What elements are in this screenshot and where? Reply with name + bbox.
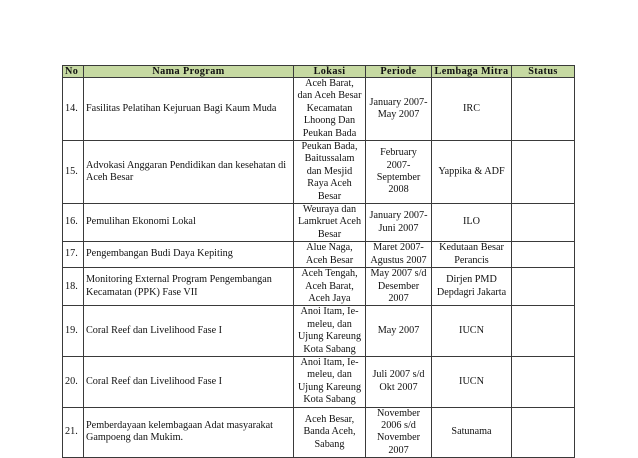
period-line: Desember [377, 280, 420, 292]
row-number-cell: 18. [63, 268, 84, 306]
partner-line: ILO [463, 216, 480, 228]
period-line: 2007 [388, 292, 409, 304]
table-row [63, 242, 575, 268]
period-cell [366, 306, 432, 357]
header-no: No [63, 66, 84, 78]
header-partner: Lembaga Mitra [432, 66, 512, 78]
table-row [63, 356, 575, 407]
location-line: Alue Naga, [306, 242, 353, 254]
period-line: 2007 [388, 444, 409, 456]
period-cell [366, 407, 432, 458]
location-line: Lhoong Dan [303, 115, 356, 127]
period-line: November [377, 407, 420, 419]
header-status: Status [512, 66, 575, 78]
period-cell [366, 356, 432, 407]
period-line: Juli 2007 s/d [372, 369, 425, 381]
location-line: Anoi Itam, Ie- [300, 306, 359, 318]
period-line: May 2007 [377, 324, 420, 336]
location-line: Sabang [314, 438, 345, 450]
program-name-cell [84, 268, 294, 306]
program-name-line: Aceh Besar [86, 172, 134, 184]
program-name-cell: Fasilitas Pelatihan Kejuruan Bagi Kaum Muda [84, 78, 294, 141]
program-name-line: Gampoeng dan Mukim. [86, 432, 184, 444]
period-line: 2006 s/d [381, 419, 416, 431]
partner-cell [432, 268, 512, 306]
location-line: Besar [317, 228, 342, 240]
table-header-row [63, 66, 575, 78]
location-line: Weuraya dan [302, 204, 357, 216]
period-cell [366, 268, 432, 306]
location-line: Aceh Barat, [305, 280, 354, 292]
location-cell [294, 356, 366, 407]
location-line: Banda Aceh, [303, 426, 356, 438]
partner-line: Kedutaan Besar [439, 242, 504, 254]
program-name-cell [84, 407, 294, 458]
program-name-line: Kecamatan (PPK) Fase VII [86, 286, 198, 298]
location-line: Ujung Kareung [297, 381, 362, 393]
status-cell [512, 268, 575, 306]
location-line: Aceh Besar [305, 254, 354, 266]
partner-cell [432, 242, 512, 268]
partner-line: Perancis [454, 254, 489, 266]
period-cell [366, 141, 432, 204]
program-name-cell: Coral Reef dan Livelihood Fase I [84, 356, 294, 407]
status-cell [512, 356, 575, 407]
location-cell [294, 306, 366, 357]
location-line: meleu, dan [307, 318, 352, 330]
row-number-cell: 20. [63, 356, 84, 407]
period-cell [366, 78, 432, 141]
partner-line: IRC [463, 102, 480, 114]
period-line: September [376, 172, 421, 184]
period-line: Maret 2007- [373, 242, 424, 254]
row-number-cell: 21. [63, 407, 84, 458]
partner-cell [432, 407, 512, 458]
location-line: Ujung Kareung [297, 331, 362, 343]
location-line: Anoi Itam, Ie- [300, 356, 359, 368]
partner-cell [432, 356, 512, 407]
location-line: Aceh Jaya [308, 292, 351, 304]
program-name-cell: Pemulihan Ekonomi Lokal [84, 204, 294, 242]
location-line: dan Aceh Besar [297, 90, 362, 102]
period-line: February [380, 147, 417, 159]
header-period: Periode [366, 66, 432, 78]
status-cell [512, 78, 575, 141]
program-name-cell: Coral Reef dan Livelihood Fase I [84, 306, 294, 357]
period-line: January 2007- [369, 96, 428, 108]
location-cell [294, 242, 366, 268]
status-cell [512, 204, 575, 242]
row-number-cell: 15. [63, 141, 84, 204]
location-cell [294, 141, 366, 204]
location-line: Aceh Tengah, [301, 268, 358, 280]
status-cell [512, 141, 575, 204]
period-line: 2008 [388, 184, 409, 196]
period-line: Okt 2007 [379, 381, 418, 393]
partner-line: Depdagri Jakarta [436, 286, 507, 298]
location-line: Kecamatan [306, 102, 353, 114]
location-cell [294, 268, 366, 306]
location-line: Kota Sabang [303, 394, 356, 406]
period-line: Agustus 2007 [370, 254, 427, 266]
table-row [63, 268, 575, 306]
program-table [62, 65, 575, 458]
location-cell [294, 78, 366, 141]
status-cell [512, 407, 575, 458]
location-line: dan Mesjid [306, 165, 353, 177]
location-line: Raya Aceh [307, 178, 352, 190]
header-location: Lokasi [294, 66, 366, 78]
table-body [63, 78, 575, 458]
location-line: Baitussalam [304, 153, 355, 165]
table-row [63, 78, 575, 141]
partner-cell [432, 204, 512, 242]
period-cell [366, 242, 432, 268]
program-name-cell: Pengembangan Budi Daya Kepiting [84, 242, 294, 268]
location-line: meleu, dan [307, 369, 352, 381]
location-cell [294, 204, 366, 242]
partner-line: IUCN [459, 324, 484, 336]
table-row [63, 306, 575, 357]
location-line: Aceh Barat, [305, 78, 354, 89]
period-line: May 2007 s/d [370, 268, 427, 280]
program-name-line: Pemberdayaan kelembagaan Adat masyarakat [86, 419, 273, 431]
partner-line: IUCN [459, 375, 484, 387]
status-cell [512, 306, 575, 357]
row-number-cell: 14. [63, 78, 84, 141]
partner-line: Yappika & ADF [438, 165, 505, 177]
location-line: Aceh Besar, [304, 413, 355, 425]
table-row [63, 407, 575, 458]
row-number-cell: 16. [63, 204, 84, 242]
row-number-cell: 19. [63, 306, 84, 357]
period-line: May 2007 [377, 109, 420, 121]
header-program-name: Nama Program [84, 66, 294, 78]
program-name-cell [84, 141, 294, 204]
program-name-line: Monitoring External Program Pengembangan [86, 274, 272, 286]
location-line: Peukan Bada [302, 127, 357, 139]
period-line: January 2007- [369, 210, 428, 222]
partner-cell [432, 306, 512, 357]
program-name-line: Advokasi Anggaran Pendidikan dan kesehatan di [86, 159, 287, 171]
location-cell [294, 407, 366, 458]
location-line: Peukan Bada, [301, 141, 358, 153]
status-cell [512, 242, 575, 268]
partner-cell [432, 141, 512, 204]
period-line: November [377, 432, 420, 444]
location-line: Besar [317, 190, 342, 202]
partner-line: Dirjen PMD [446, 274, 497, 286]
period-line: 2007- [386, 159, 411, 171]
period-cell [366, 204, 432, 242]
location-line: Kota Sabang [303, 343, 356, 355]
table-row [63, 204, 575, 242]
row-number-cell: 17. [63, 242, 84, 268]
partner-line: Satunama [451, 426, 492, 438]
location-line: Lamkruet Aceh [297, 216, 362, 228]
partner-cell [432, 78, 512, 141]
period-line: Juni 2007 [378, 222, 419, 234]
table-row [63, 141, 575, 204]
